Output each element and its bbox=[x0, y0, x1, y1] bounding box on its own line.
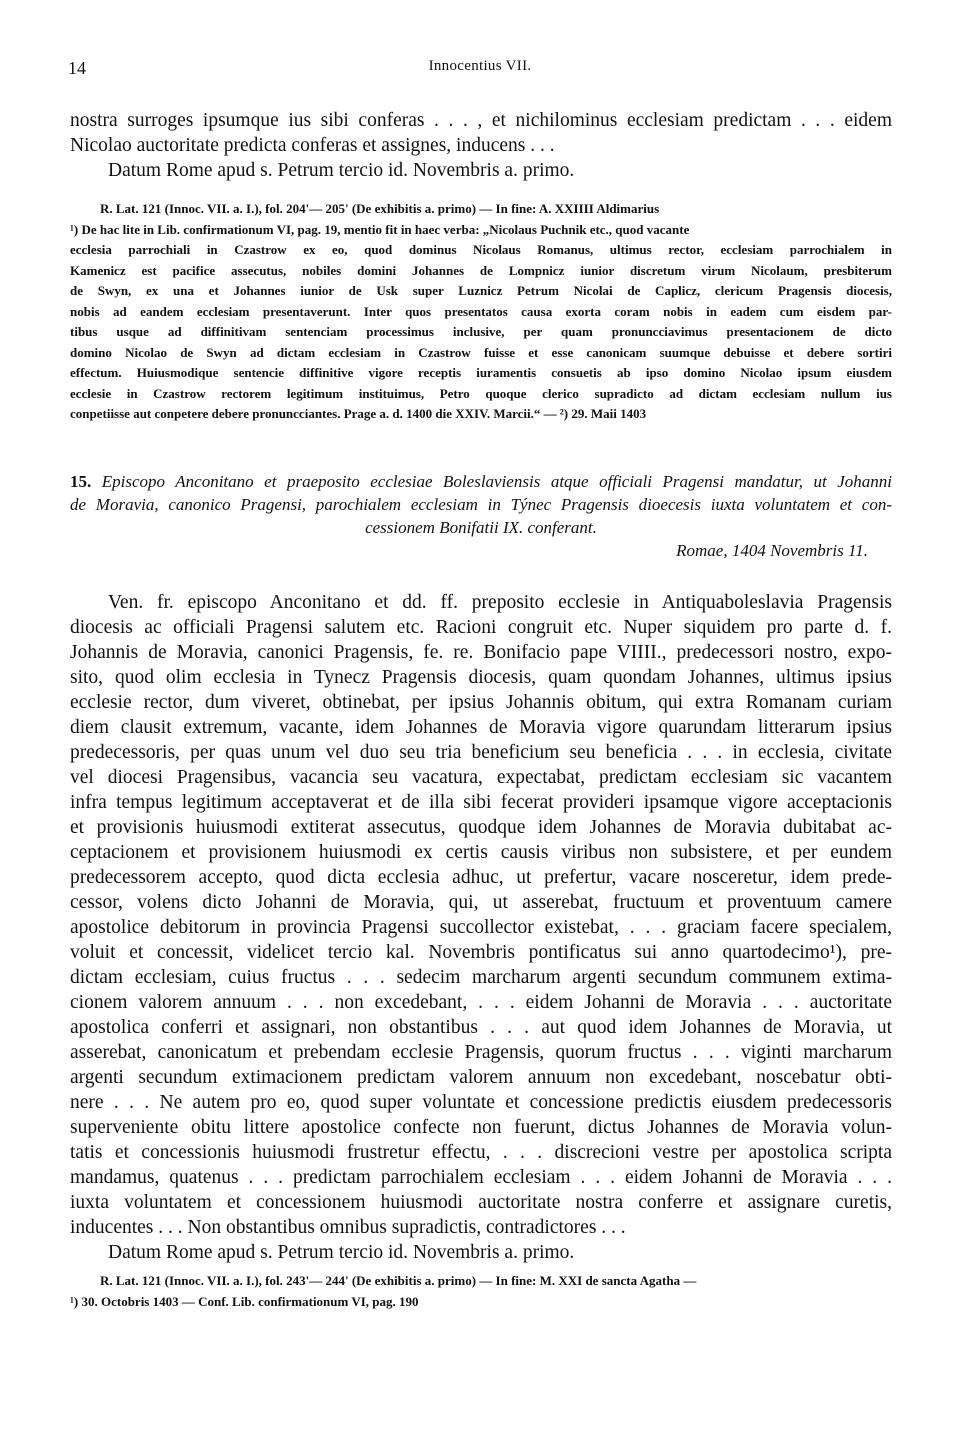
page-header bbox=[68, 58, 892, 86]
body-line: diem clausit extremum, vacante, idem Johannes de Moravia vigore quarundam litterarum ipsius bbox=[70, 717, 892, 738]
datum-line: Datum Rome apud s. Petrum tercio id. Novembris a. primo. bbox=[108, 1242, 575, 1263]
footnote-line: ¹) 30. Octobris 1403 — Conf. Lib. confirmationum VI, pag. 190 bbox=[70, 1293, 419, 1309]
document-heading bbox=[70, 470, 892, 562]
body-line: Ven. fr. episcopo Anconitano et dd. ff. preposito ecclesie in Antiquaboleslavia Pragensis bbox=[108, 592, 892, 613]
body-line: cessor, volens dicto Johanni de Moravia, qui, ut asserebat, fructuum et proventuum camere bbox=[70, 892, 892, 913]
body-line: iuxta voluntatem et concessionem huiusmodi auctoritate nostra conferre et assignare curetis, bbox=[70, 1192, 892, 1213]
footnote-line: domino Nicolao de Swyn ad dictam ecclesiam in Czastrow fuisse et esse canonicam suumque debuisse et debere sortiri bbox=[70, 344, 892, 360]
heading-line: de Moravia, canonico Pragensi, parochialem ecclesiam in Týnec Pragensis dioecesis iuxta voluntatem et con- bbox=[70, 495, 892, 514]
footnote-line: tibus usque ad diffinitivam sentenciam processimus inclusive, per quam pronuncciavimus presentacionem de dicto bbox=[70, 324, 892, 339]
footnote-line: Kamenicz est pacifice assecutus, nobiles domini Johannes de Lompnicz iunior discretum virum Nicolaum, presbiterum bbox=[70, 262, 892, 278]
footnote-line: de Swyn, ex una et Johannes iunior de Usk super Luznicz Petrum Nicolai de Caplicz, clericum Pragensis diocesis, bbox=[70, 283, 892, 298]
body-line: mandamus, quatenus . . . predictam parrochialem ecclesiam . . . eidem Johanni de Moravia . . . bbox=[70, 1167, 892, 1188]
register-note: R. Lat. 121 (Innoc. VII. a. I.), fol. 243'— 244' (De exhibitis a. primo) — In fine: M. XXI de sancta Agatha — bbox=[100, 1273, 697, 1288]
body-line: cionem valorem annuum . . . non excedebant, . . . eidem Johanni de Moravia . . . auctoritate bbox=[70, 992, 892, 1013]
text-line: Nicolao auctoritate predicta conferas et assignes, inducens . . . bbox=[70, 135, 555, 156]
body-line: dictam ecclesiam, cuius fructus . . . sedecim marcharum argenti secundum communem extima- bbox=[70, 967, 892, 988]
document-number: 15. bbox=[70, 472, 92, 491]
footnote-line: conpetiisse aut conpetere debere pronuncciantes. Prage a. d. 1400 die XXIV. Marcii.“ — ²) 29. Maii 1403 bbox=[70, 406, 647, 421]
body-line: et provisionis huiusmodi extiterat assecutus, quodque idem Johannes de Moravia dubitabat ac- bbox=[70, 817, 892, 838]
body-line: ceptacionem et provisionem huiusmodi ex certis causis viribus non subsistere, et per eundem bbox=[70, 842, 892, 863]
footnote-line: effectum. Huiusmodique sentencie diffinitive vigore receptis iuramentis consuetis ab ipso domino Nicolao ipsum eiusdem bbox=[70, 365, 892, 380]
body-line: predecessoris, per quas unum vel duo seu tria beneficium seu beneficia . . . in ecclesia, civitate bbox=[70, 742, 892, 763]
body-line: sito, quod olim ecclesia in Tynecz Pragensis diocesis, quam quondam Johannes, ultimus ipsius bbox=[70, 667, 892, 688]
document-body bbox=[70, 590, 892, 1265]
running-title: Innocentius VII. bbox=[428, 58, 532, 74]
body-line: vel diocesi Pragensibus, vacancia seu vacatura, expectabat, predictam ecclesiam sic vacantem bbox=[70, 767, 892, 788]
text-line: nostra surroges ipsumque ius sibi conferas . . . , et nichilominus ecclesiam predictam . . . eidem bbox=[70, 110, 892, 131]
body-line: voluit et concessit, videlicet tercio kal. Novembris pontificatus sui anno quartodecimo¹), pre- bbox=[70, 942, 892, 963]
footnotes-block bbox=[70, 199, 892, 425]
heading-line bbox=[70, 470, 892, 493]
body-line: apostolice debitorum in provincia Pragensi succollector existebat, . . . graciam facere specialem, bbox=[70, 917, 892, 938]
footnote-line: ¹) De hac lite in Lib. confirmationum VI, pag. 19, mentio fit in haec verba: „Nicolaus Puchnik etc., quod vacante bbox=[70, 221, 690, 237]
body-line: inducentes . . . Non obstantibus omnibus supradictis, contradictores . . . bbox=[70, 1217, 626, 1238]
body-line: superveniente obitu littere apostolice confecte non fuerunt, dictus Johannes de Moravia volun- bbox=[70, 1117, 892, 1138]
body-line: nere . . . Ne autem pro eo, quod super voluntate et concessione predictis eiusdem predecessoris bbox=[70, 1092, 892, 1113]
body-line: argenti secundum extimacionem predictam valorem annuum non excedebant, noscebatur obti- bbox=[70, 1067, 892, 1088]
heading-text: Episcopo Anconitano et praeposito ecclesiae Boleslaviensis atque officiali Pragensi mandatur, ut Johanni bbox=[101, 472, 892, 491]
place-date: Romae, 1404 Novembris 11. bbox=[676, 541, 868, 560]
body-line: asserebat, canonicatum et prebendam ecclesie Pragensis, quorum fructus . . . viginti marcharum bbox=[70, 1042, 892, 1063]
body-line: apostolica conferri et assignari, non obstantibus . . . aut quod idem Johannes de Moravia, ut bbox=[70, 1017, 892, 1038]
heading-line: cessionem Bonifatii IX. conferant. bbox=[365, 518, 597, 537]
datum-line: Datum Rome apud s. Petrum tercio id. Novembris a. primo. bbox=[108, 160, 575, 181]
footnotes-block-bottom bbox=[70, 1271, 892, 1312]
body-line: diocesis ac officiali Pragensi salutem etc. Racioni congruit etc. Nuper siquidem pro parte d. f. bbox=[70, 617, 892, 638]
footnote-line: nobis ad eandem ecclesiam presentaverunt. Inter quos presentatos causa exorta coram nobis in eadem cum eisdem par- bbox=[70, 303, 892, 319]
register-note: R. Lat. 121 (Innoc. VII. a. I.), fol. 204'— 205' (De exhibitis a. primo) — In fine: A. XXIIII Aldimarius bbox=[100, 201, 660, 216]
footnote-line: ecclesia parrochiali in Czastrow ex eo, quod dominus Nicolaus Romanus, ultimus rector, ecclesiam parrochialem in bbox=[70, 242, 892, 257]
body-line: Johannis de Moravia, canonici Pragensis, fe. re. Bonifacio pape VIIII., predecessori nostro, expo- bbox=[70, 642, 892, 663]
body-line: tatis et concessionis huiusmodi frustretur effectu, . . . discrecioni vestre per apostolica scripta bbox=[70, 1142, 892, 1163]
body-line: infra tempus legitimum acceptaverat et de illa sibi fecerat provideri ipsamque vigore acceptacionis bbox=[70, 792, 892, 813]
page-number: 14 bbox=[68, 58, 86, 78]
body-line: ecclesie rector, dum viveret, obtinebat, per ipsius Johannis obitum, qui extra Romanam curiam bbox=[70, 692, 892, 713]
footnote-line: ecclesie in Czastrow rectorem legitimum instituimus, Petro quoque clerico supradicto ad dictam ecclesiam nullum ius bbox=[70, 385, 892, 401]
body-line: predecessorem accepto, quod dicta ecclesia adhuc, ut prefertur, vacare nosceretur, idem prede- bbox=[70, 867, 892, 888]
continuation-text bbox=[70, 108, 892, 183]
